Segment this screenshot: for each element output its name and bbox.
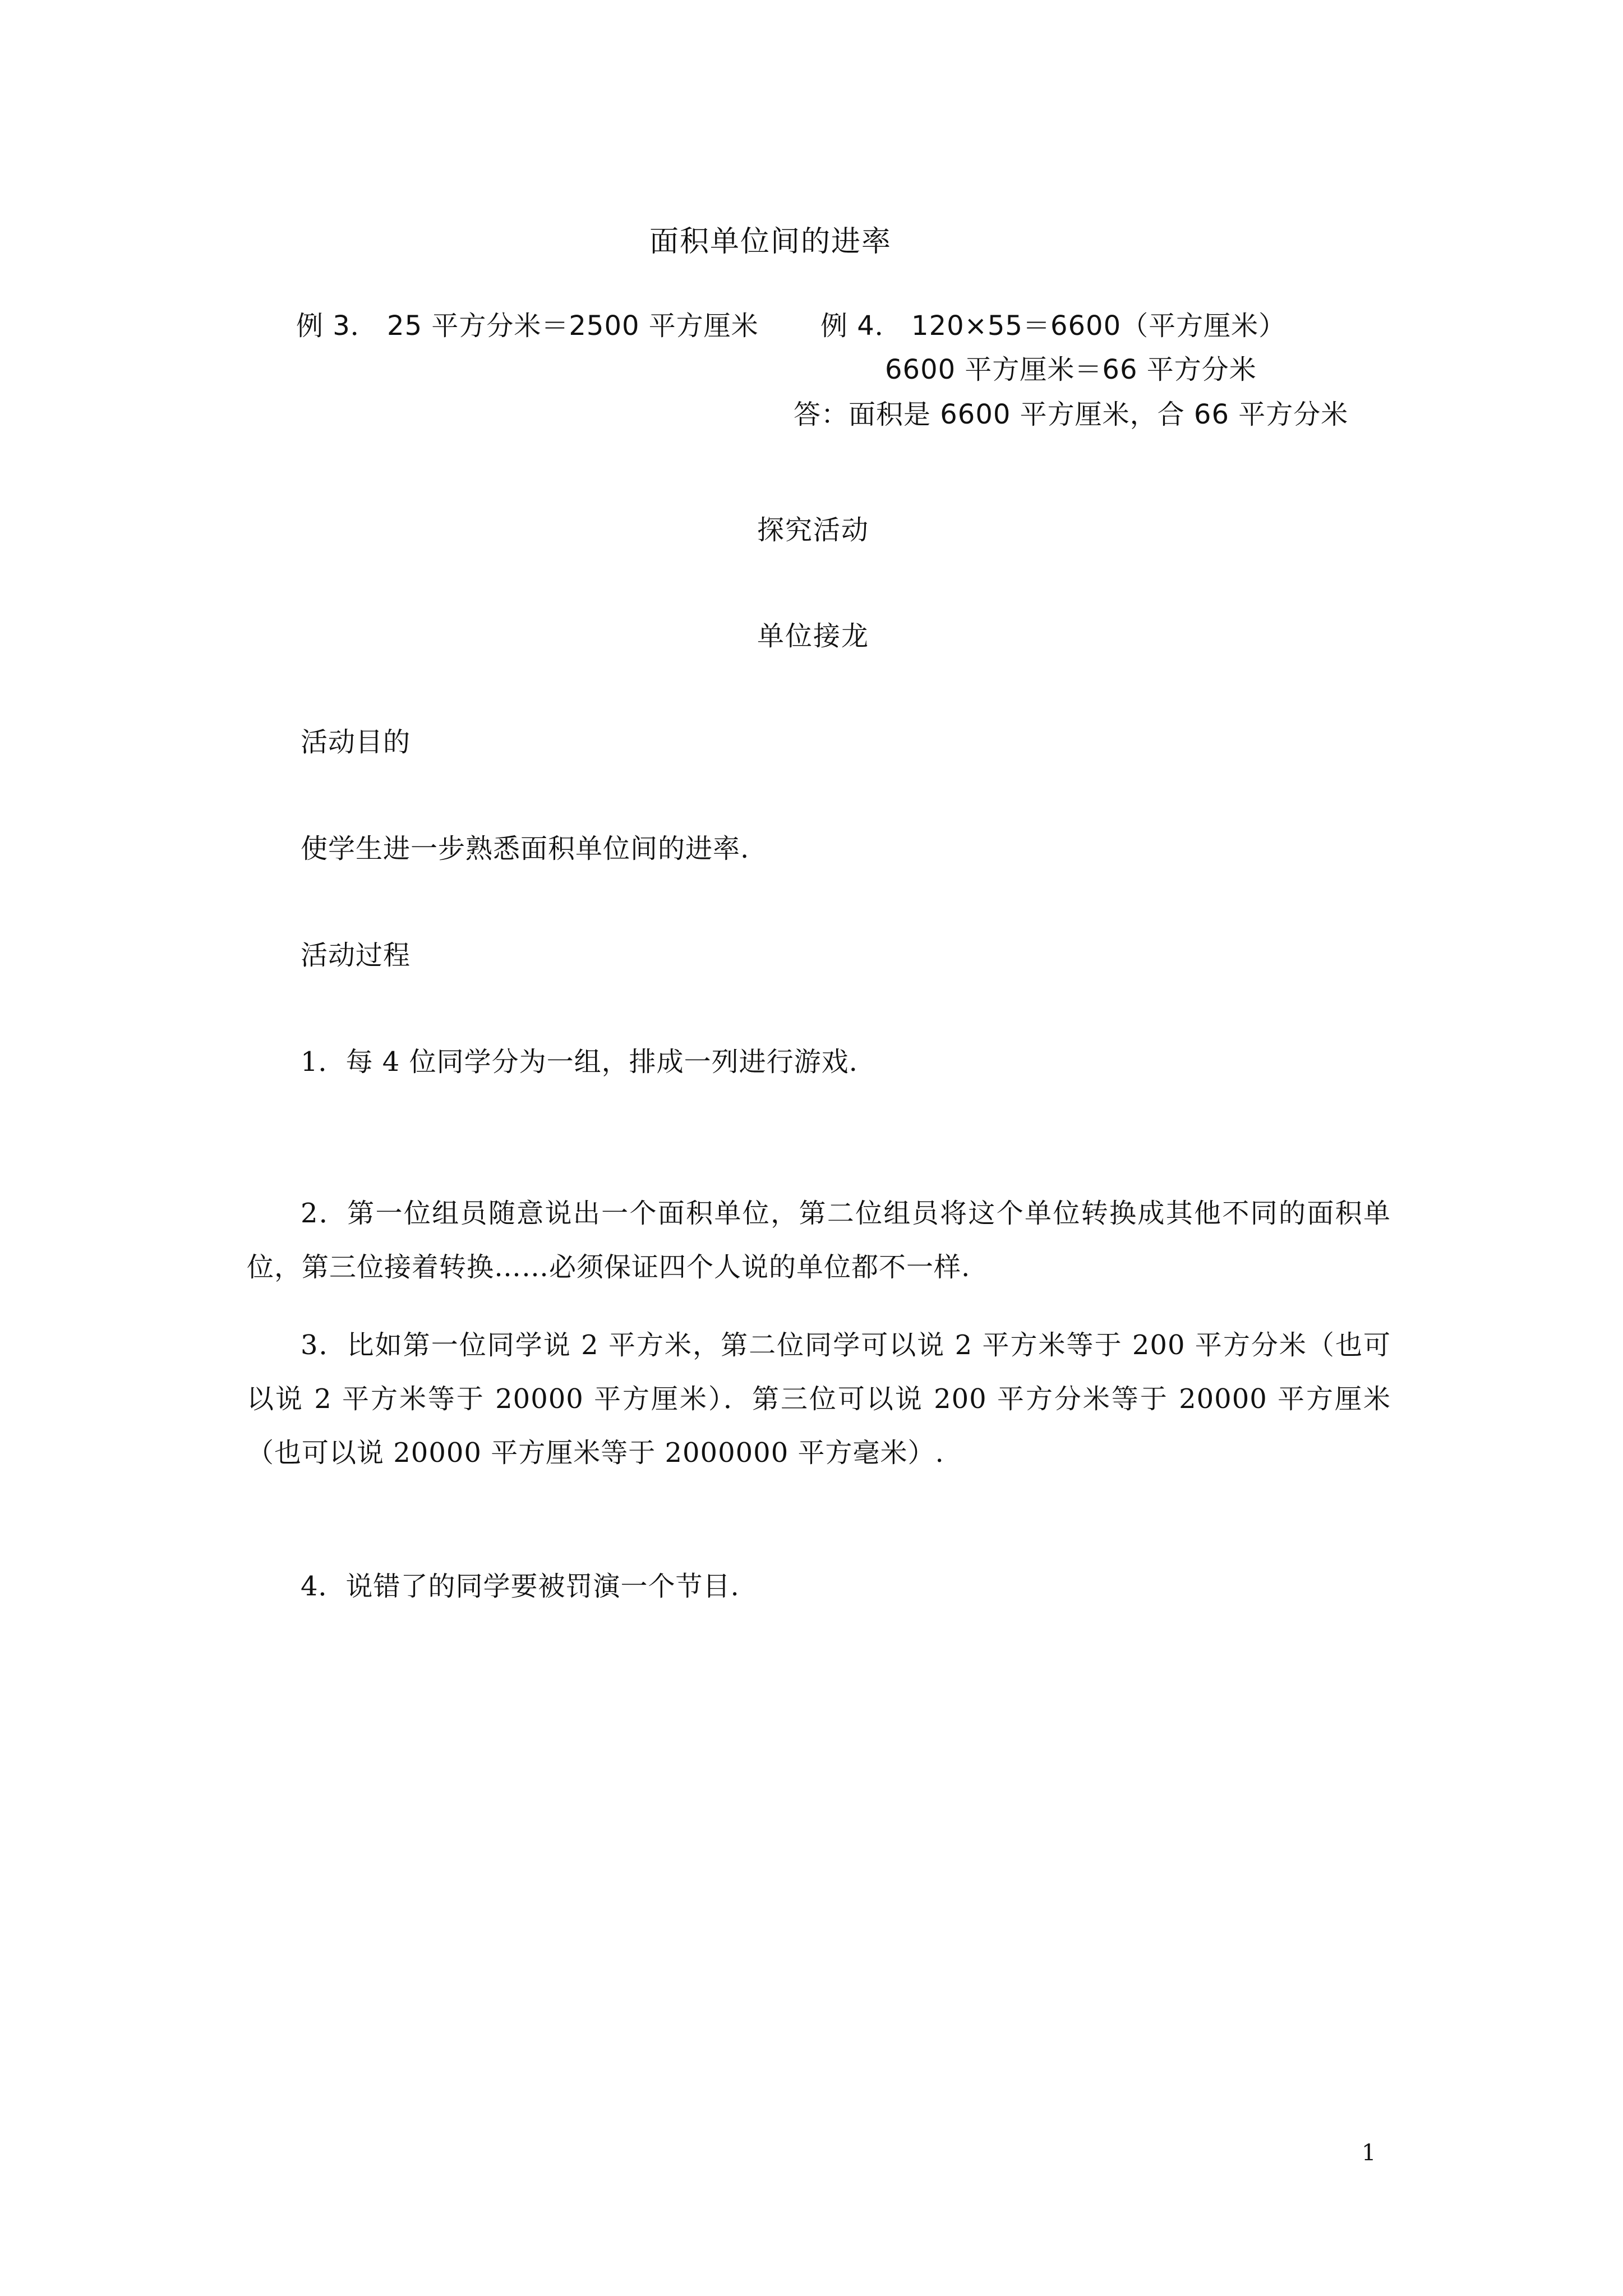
step-3: 3．比如第一位同学说 2 平方米，第二位同学可以说 2 平方米等于 200 平方分米（也可以说 2 平方米等于 20000 平方厘米）．第三位可以说 200 平方分米等于 20000 平方厘米（也可以说 20000 平方厘米等于 2000000 平方毫米）. <box>247 1329 1391 1469</box>
purpose-label: 活动目的 <box>301 726 411 758</box>
step-4: 4．说错了的同学要被罚演一个节目. <box>301 1571 740 1602</box>
example-4-answer: 答：面积是 6600 平方厘米，合 66 平方分米 <box>794 399 1349 430</box>
process-label: 活动过程 <box>301 940 411 971</box>
step-1: 1．每 4 位同学分为一组，排成一列进行游戏. <box>301 1046 858 1078</box>
activity-title: 单位接龙 <box>757 620 870 652</box>
example-4-line-1: 例 4． 120×55＝6600（平方厘米） <box>820 310 1287 342</box>
image-title: 面积单位间的进率 <box>649 225 892 259</box>
example-4-line-2: 6600 平方厘米＝66 平方分米 <box>885 354 1257 385</box>
purpose-text: 使学生进一步熟悉面积单位间的进率. <box>301 833 750 864</box>
page-number: 1 <box>1362 2140 1376 2166</box>
section-heading: 探究活动 <box>757 514 870 546</box>
example-3: 例 3． 25 平方分米＝2500 平方厘米 <box>296 310 759 342</box>
step-2: 2．第一位组员随意说出一个面积单位，第二位组员将这个单位转换成其他不同的面积单位，第三位接着转换……必须保证四个人说的单位都不一样. <box>247 1198 1391 1283</box>
